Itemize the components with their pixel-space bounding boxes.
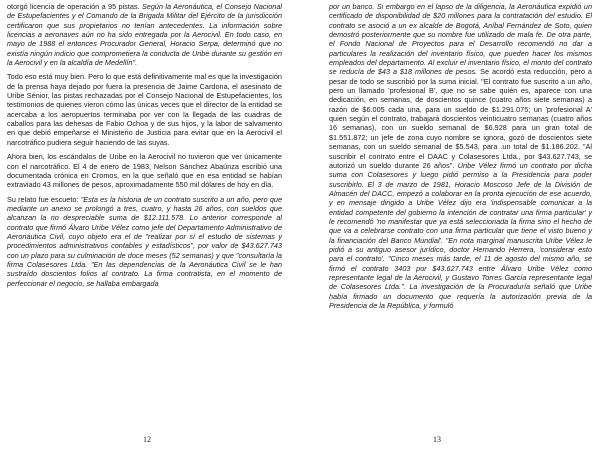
left-paragraph-1 xyxy=(7,2,282,67)
page-number-left: 12 xyxy=(143,435,151,444)
left-p4-text-b: "Esta es la historia de un contrato suscrito a un año, pero que mediante un anexo se prolongó a tres, cuatro, y hasta 26 años, con sueldos que alcanzan la no despreciable suma de $12.111.578. Lo anterior corresponde al contrato que firmó Álvaro Uribe Vélez como jefe del Departamento Administrativo de Aeronáutica Civil, cuyo objeto era el de "realizar por sí el estudio de sistemas y procedimientos administrativos contables y estadísticos", por valor de $43.627.743 con un plazo para su culminación de doce meses (52 semanas) y que "consultaría la firma Colasesores Ltda. "En las dependencias de la Aeronáutica Civil se le han sustraído doscientos folios al contrato. La firma contratista, en el momento de perfeccionar el negocio, se hallaba embargada xyxy=(7,194,282,288)
right-page-body xyxy=(329,2,592,310)
left-paragraph-3 xyxy=(7,152,282,189)
left-p3-text: Ahora bien, los escándalos de Uribe en la Aerocivil no tuvieron que ver únicamente con el narcotráfico. El 4 de enero de 1983, Nelson Sánchez Abaúnza escribió una documentada crónica en Cromos, en la que señaló que en esa entidad se habían extraviado 43 millones de pesos, aproximadamente 550 mil dólares de hoy en día. xyxy=(7,152,282,190)
right-p1-text-b: Se acordó esta reducción, pero a pesar de todo se suscribió por la suma inicial. "El contrato fue suscrito a un año, pero un llamado 'profesional B', que no se sabe quién es, aparece con una dedicación, en semanas, de doscientos quince (cuatro años siete semanas) a razón de $6.005 cada una, para un sueldo de $1.291.075; un 'profesional A' quien según el contrato, trabajará doscientos veinticuatro semanas (cuatro años 16 semanas), con un sueldo semanal de $6.928 para un gran total de $1.551.872; un jefe de zona cuyo nombre se ignora, gozó de doscientos siete semanas, con un sueldo semanal de $5.543, para .un total de $1.186.202. "Al suscribir el contrato entre el DAAC y Colasesores Ltda., por $43.627.743, se autorizó un sueldo durante 26 años". xyxy=(329,67,592,170)
left-p1-text-b: Según la Aeronáutica, el Consejo Nacional de Estupefacientes y el Comando de la Brigada Militar del Ejército de la jurisdicción certificaron que sus propietarios no tenían antecedentes. La información sobre licencias a aeronaves aún no ha sido entregada por la Aerocivil. En todo caso, en mayo de 1988 el entonces Procurador General, Horacio Serpa, determinó que no existía ningún indicio que comprometiera la conducta de Uribe durante su gestión en la Aerocivil y en la alcaldía de Medellín". xyxy=(7,2,282,68)
left-paragraph-4 xyxy=(7,195,282,288)
right-p1-text-c: Uribe Vélez firmó un contrato por dicha suma con Colasesores y luego pidió permiso a la Presidencia para poder suscribirlo. El 3 de marzo de 1981, Horacio Moscoso Jefe de la División de Almacén del DACC, empezó a colaborar en la pronta ejecución de ese acuerdo, y en mensaje dirigido a Uribe Vélez dijo era 'indispensable comunicar a la entidad competente del gobierno la intención de contratar una firma particular' y le recomendó 'no manifestar que ya está seleccionada la firma sino el hecho de que va a celebrarse contrato con una firma particular que tiene el visto bueno y la financiación del Banco Mundial'. "En nota marginal manuscrita Uribe Vélez le pidió a su antiguo asesor jurídico, doctor Hernando Herrera, 'considerar esto para el contrato'. "Cinco meses más tarde, el 11 de agosto del mismo año, se firmó el contrato 3403 por $43.627.743 entre Álvaro Uribe Vélez como representante legal de la Aerocivil, y Gustavo Torres García representante legal de Colasesores Ltda.". La investigación de la Procuraduría señaló que Uribe había firmado un documento que requería la autorización previa de la Presidencia de la República, y formuló xyxy=(329,160,592,310)
right-p1-text-a: por un banco. Si embargo en el lapso de la diligencia, la Aeronáutica expidió un certificado de disponibilidad de $20 millones para la contratación del estudio. El contrato se asoció a un ex alcalde de Bogotá, Aníbal Fernández de Soto, quien demostró posteriormente que su nombre fue utilizado de mala fe. De otra parte, el Fondo Nacional de Proyectos para el Desarrollo recomendó no dar a particulares la realización del inventario físico, que pueden hacer los mismos empleados del departamento. Al excluir el inventario físico, el monto del contrato se reducía de $43 a $18 millones de pesos. xyxy=(329,2,592,77)
left-p2-text: Todo eso está muy bien. Pero lo que está definitivamente mal es que la investigación de la prensa haya dejado por fuera la presencia de Jaime Cardona, el asesinato de Uribe Sénior, las pistas rechazadas por el Consejo Nacional de Estupefacientes, los testimonios de quienes vieron cómo las únicas veces que el director de la entidad se acercaba a los aeropuertos terminaba por ver con la llegada de las cuadras de caballos para las dehesas de Fabio Ochoa y de sus hijos, y la labor de salvamento en que debió empeñarse el Ministerio de Justicia para evitar que en la Aerocivil el narcotráfico pudiera seguir haciendo de las suyas. xyxy=(7,72,282,147)
left-paragraph-2 xyxy=(7,72,282,147)
right-paragraph-1 xyxy=(329,2,592,310)
left-p1-text-a: otorgó licencia de operación a 95 pistas. xyxy=(7,2,142,11)
left-p4-text-a: Su relato fue escueto: xyxy=(7,194,81,204)
right-page xyxy=(300,0,600,450)
left-page-body xyxy=(7,2,282,288)
page-number-right: 13 xyxy=(433,435,441,444)
